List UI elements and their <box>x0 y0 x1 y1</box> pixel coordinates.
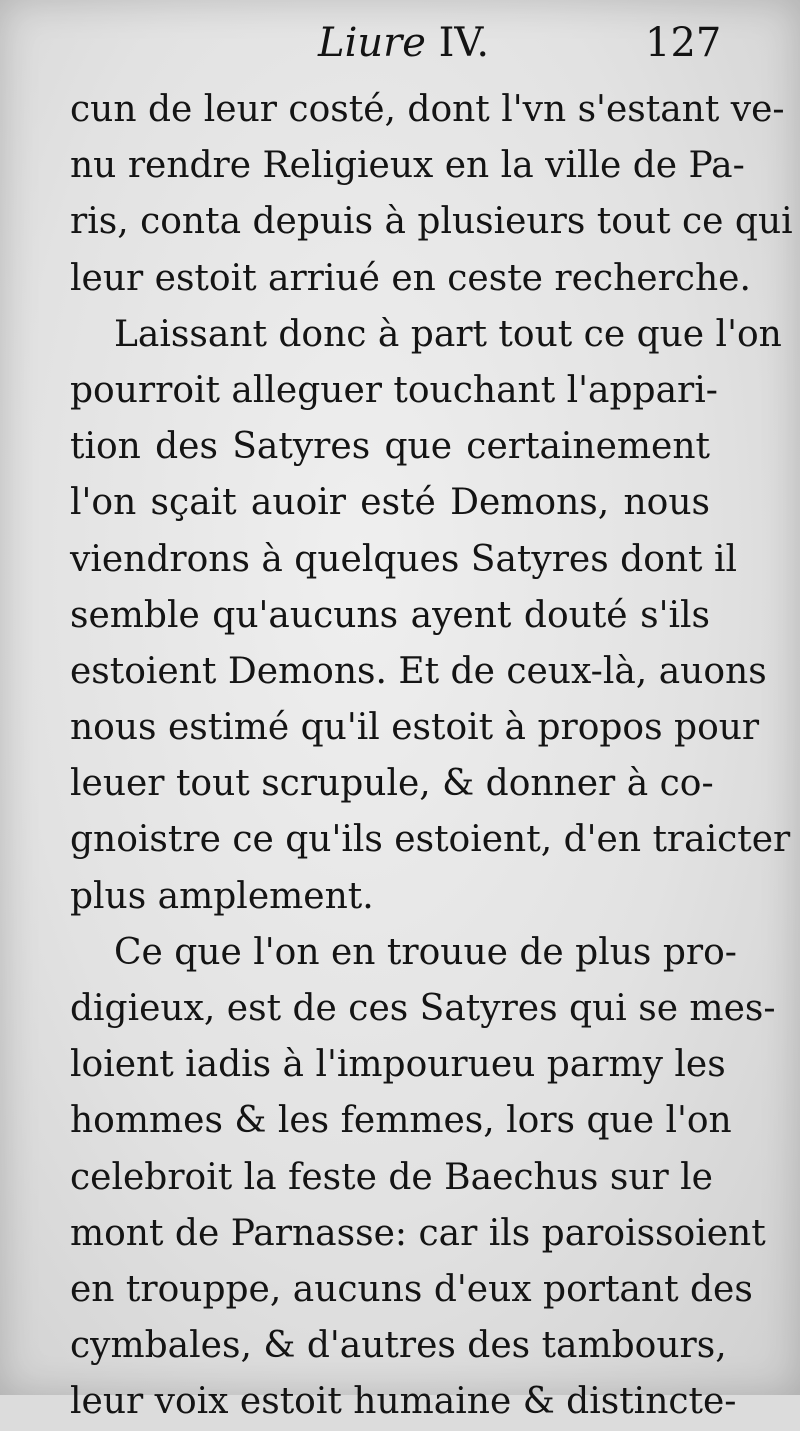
text-line: cymbales, & d'autres des tambours, <box>70 1325 727 1367</box>
body-text <box>70 82 793 1431</box>
running-head-italic: Liure <box>318 20 439 66</box>
text-line: pourroit alleguer touchant l'appari- <box>70 369 718 411</box>
text-line: gnoistre ce qu'ils estoient, d'en traicter <box>70 819 791 861</box>
paragraph-first-line: Ce que l'on en trouue de plus pro- <box>114 931 737 973</box>
text-line: celebroit la feste de Baechus sur le <box>70 1156 713 1198</box>
running-head <box>318 20 489 66</box>
text-line: leuer tout scrupule, & donner à co- <box>70 763 714 805</box>
paragraph-first-line: Laissant donc à part tout ce que l'on <box>114 313 782 355</box>
text-line: en trouppe, aucuns d'eux portant des <box>70 1268 753 1310</box>
text-line: l'on sçait auoir esté Demons, nous <box>70 482 710 524</box>
page-header <box>0 16 800 76</box>
text-line: cun de leur costé, dont l'vn s'estant ve- <box>70 89 785 130</box>
text-line: nu rendre Religieux en la ville de Pa- <box>70 145 745 187</box>
text-line: leur voix estoit humaine & distincte- <box>70 1381 737 1423</box>
text-line: estoient Demons. Et de ceux-là, auons <box>70 650 767 692</box>
text-line: viendrons à quelques Satyres dont il <box>70 538 737 580</box>
running-head-book-number: IV. <box>438 20 490 66</box>
text-line: semble qu'aucuns ayent douté s'ils <box>70 594 710 636</box>
page-number: 127 <box>645 20 722 66</box>
text-line: ris, conta depuis à plusieurs tout ce qui <box>70 201 793 243</box>
text-line: plus amplement. <box>70 875 374 917</box>
text-line: mont de Parnasse: car ils paroissoient <box>70 1212 766 1254</box>
text-line: tion des Satyres que certainement <box>70 426 710 468</box>
text-line: digieux, est de ces Satyres qui se mes- <box>70 988 776 1029</box>
text-line: loient iadis à l'impourueu parmy les <box>70 1044 726 1086</box>
text-line: leur estoit arriué en ceste recherche. <box>70 257 751 299</box>
text-line: hommes & les femmes, lors que l'on <box>70 1100 732 1142</box>
text-line: nous estimé qu'il estoit à propos pour <box>70 707 760 749</box>
